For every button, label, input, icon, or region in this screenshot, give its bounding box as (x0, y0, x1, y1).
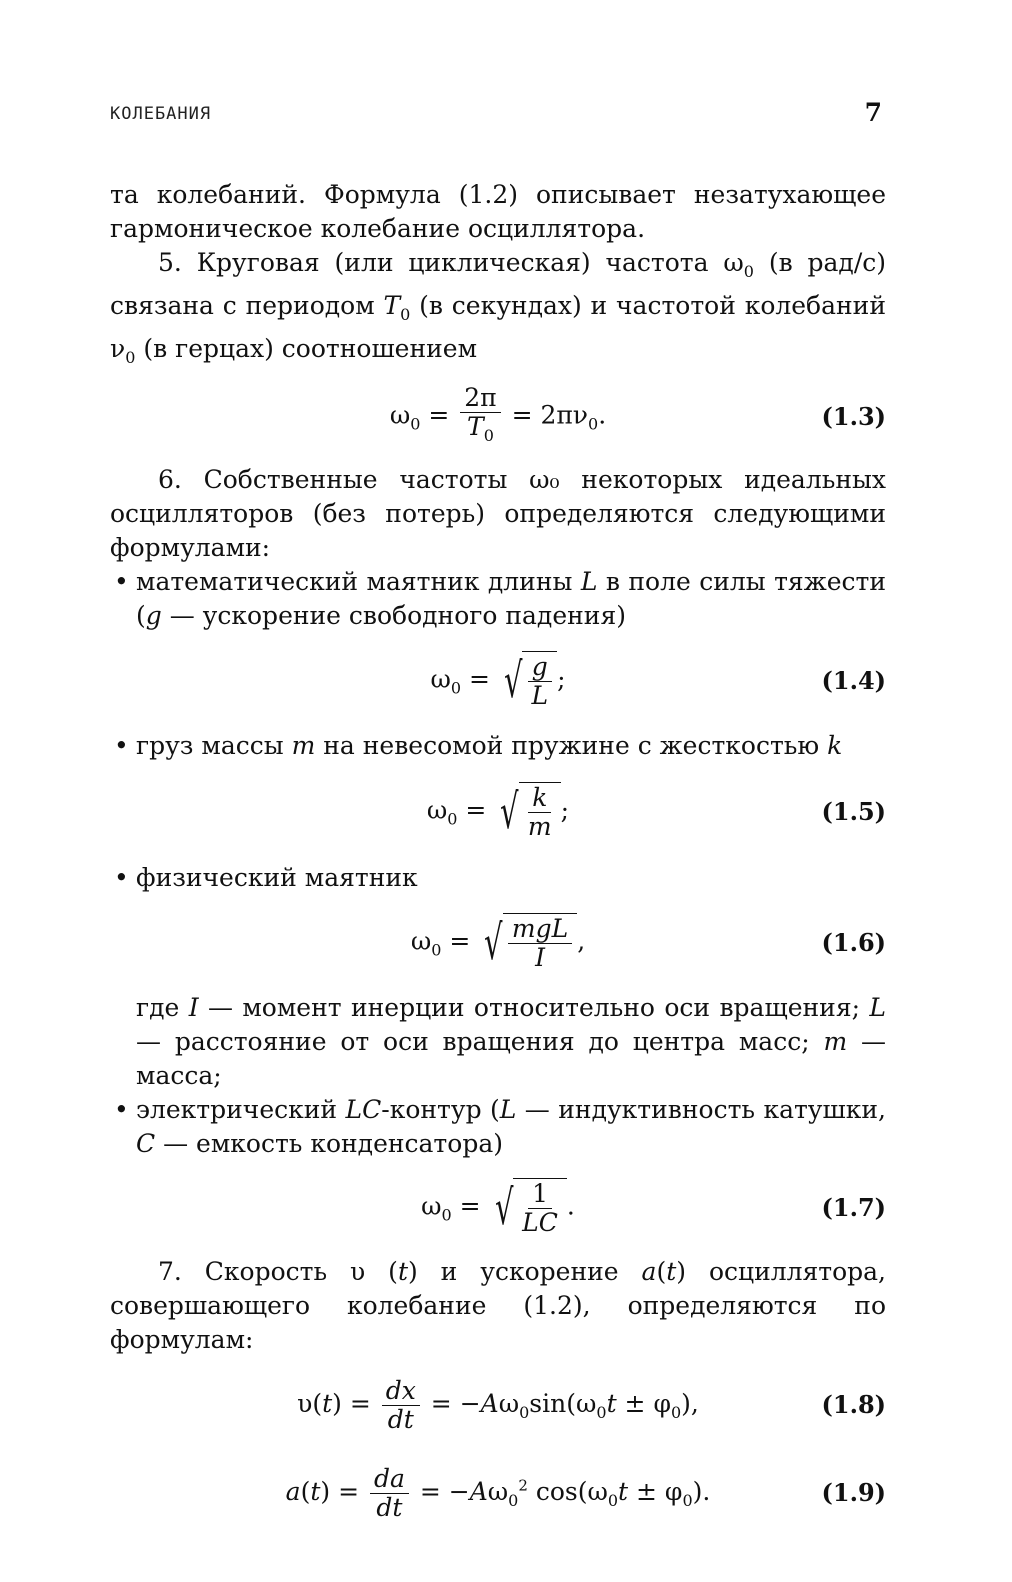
equation-1-6: $\omega_0$ = √ $\frac{\text{mgL}}{I}$ , (1.6) (410, 914, 886, 972)
equation-1-5: $\omega_0$ = √ $\frac{k}{m}$ ; (1.5) (426, 783, 886, 841)
equation-1-8: υ(t) = $\frac{dx}{dt}$ = $-A\omega_0\sin(\omega_0t \pm \varphi_0)$, (1.8) (297, 1375, 886, 1434)
equation-1-9: a(t) = $\frac{da}{dt}$ = $-A\omega_0^2$ $\cos(\omega_0t \pm \varphi_0)$. (1.9) (285, 1463, 886, 1522)
paragraph-continuation: та колебаний. Формула (1.2) описывает незатухающее гармоническое колебание осциллятора. (110, 180, 886, 243)
list-item-spring-mass: • груз массы m на невесомой пружине с жесткостью k (110, 729, 886, 763)
equation-number: (1.8) (821, 1390, 886, 1419)
list-item-lc-circuit: • электрический LC-контур (L — индуктивность катушки, C — емкость конденсатора) (110, 1093, 886, 1161)
paragraph-5: 5. Круговая (или циклическая) частота $\omega_0$ (в рад/с) связана с периодом $T_0$ (в секундах) и частотой колебаний $\nu_0$ (в герцах) соотношением (110, 248, 887, 367)
equation-number: (1.3) (821, 402, 886, 431)
body-text (110, 178, 886, 1533)
equation-1-7: $\omega_0$ = √ $\frac{1}{LC}$ . (1.7) (421, 1179, 886, 1237)
definition-note: где I — момент инерции относительно оси вращения; L — расстояние от оси вращения до центра масс; m — масса; (136, 993, 887, 1090)
equation-number: (1.4) (821, 666, 886, 695)
equation-number: (1.7) (821, 1193, 886, 1222)
equation-1-4: $\omega_0$ = √ $\frac{g}{L}$ ; (1.4) (430, 652, 886, 710)
paragraph-6: 6. Собственные частоты ω₀ некоторых идеальных осцилляторов (без потерь) определяются следующими формулами: (110, 465, 886, 562)
page-header (110, 100, 886, 130)
oscillator-list (110, 565, 886, 633)
equation-1-3: $\omega_0$ = $\frac{2\pi}{T_0}$ = $2\pi\nu_0$. (1.3) (389, 383, 886, 445)
equation-number: (1.5) (821, 797, 886, 826)
list-item-physical-pendulum: • физический маятник (110, 861, 886, 895)
equation-number: (1.6) (821, 928, 886, 957)
running-head: КОЛЕБАНИЯ (110, 104, 212, 124)
page-number: 7 (864, 98, 882, 127)
list-item-math-pendulum: • математический маятник длины L в поле силы тяжести (g — ускорение свободного падения) (110, 565, 886, 633)
equation-number: (1.9) (821, 1478, 886, 1507)
paragraph-7: 7. Скорость υ (t) и ускорение a(t) осциллятора, совершающего колебание (1.2), определяются по формулам: (110, 1257, 887, 1354)
